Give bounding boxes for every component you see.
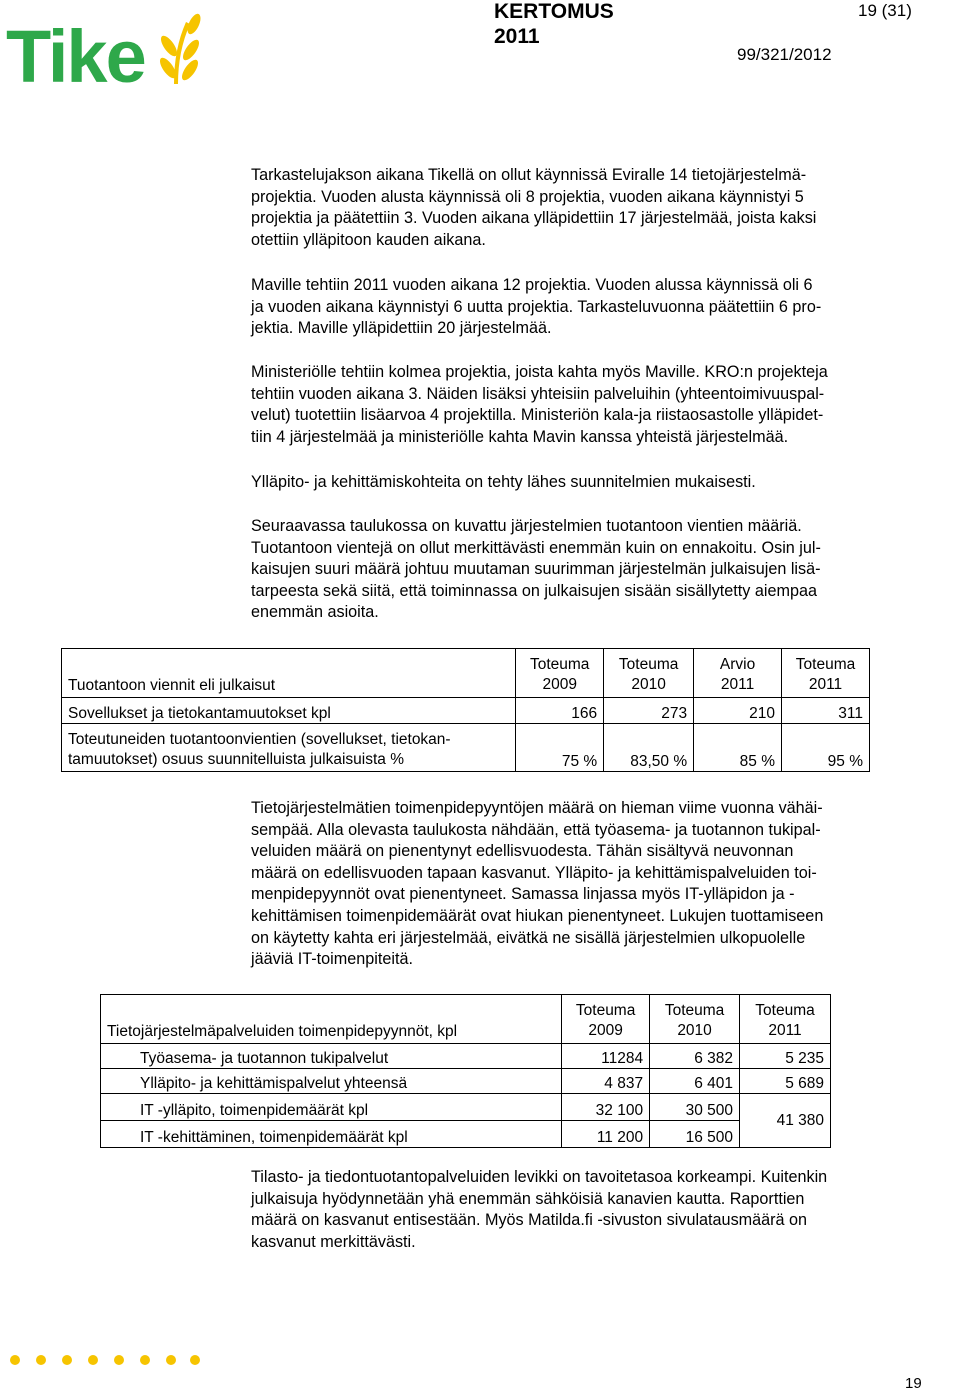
document-year: 2011: [494, 25, 540, 48]
decorative-dot: [140, 1355, 150, 1365]
document-type: KERTOMUS: [494, 0, 614, 23]
column-header: Toteuma 2010: [650, 995, 740, 1044]
text-line: menpidepyynnöt ovat pienentyneet. Samassa linjassa myös IT-ylläpidon ja -: [251, 885, 795, 904]
row-label: Työasema- ja tuotannon tukipalvelut: [101, 1044, 562, 1069]
text-line: tehtiin vuoden aikana 3. Näiden lisäksi yhteisiin palveluihin (yhteentoimivuuspal-: [251, 384, 825, 403]
decorative-dot: [88, 1355, 98, 1365]
table-row: [62, 698, 870, 724]
cell-value: 210: [694, 698, 782, 724]
text-line: Tarkastelujakson aikana Tikellä on ollut käynnissä Eviralle 14 tietojärjestelmä-: [251, 166, 807, 184]
cell-value: 11284: [562, 1044, 650, 1069]
text-line: Ylläpito- ja kehittämiskohteita on tehty lähes suunnitelmien mukaisesti.: [251, 473, 756, 491]
cell-value: 166: [516, 698, 604, 724]
text-line: Tietojärjestelmätien toimenpidepyyntöjen määrä on hieman viime vuonna vähäi-: [251, 799, 823, 817]
paragraph-maintenance: [251, 472, 923, 494]
cell-value: 311: [782, 698, 870, 724]
cell-value: 11 200: [562, 1121, 650, 1148]
table-row: [62, 724, 870, 772]
cell-value: 32 100: [562, 1094, 650, 1121]
document-number: 99/321/2012: [737, 45, 832, 64]
text-line: määrä on edellisvuoden tapaan kasvanut. Ylläpito- ja kehittämispalveluiden toi-: [251, 863, 817, 882]
column-header: Toteuma 2011: [740, 995, 831, 1044]
column-header: Arvio 2011: [694, 649, 782, 698]
text-line: Maville tehtiin 2011 vuoden aikana 12 projektia. Vuoden alussa käynnissä oli 6: [251, 276, 813, 294]
text-line: Tilasto- ja tiedontuotantopalveluiden levikki on tavoitetasoa korkeampi. Kuitenkin: [251, 1168, 828, 1186]
decorative-dot: [114, 1355, 124, 1365]
footer-dots: [10, 1355, 210, 1367]
table-row: [101, 1121, 831, 1148]
column-header: Toteuma 2011: [782, 649, 870, 698]
cell-value: 6 401: [650, 1069, 740, 1094]
text-line: enemmän asioita.: [251, 603, 379, 622]
text-line: velut) tuotettiin lisäarvoa 4 projektilla. Ministeriön kala-ja riistaosastolle ylläpidet-: [251, 406, 824, 425]
text-line: tiin 4 järjestelmää ja ministeriölle kahta Mavin kanssa yhteistä järjestelmää.: [251, 427, 789, 446]
tike-logo: [6, 10, 206, 86]
text-line: Ministeriölle tehtiin kolmea projektia, joista kahta myös Maville. KRO:n projekteja: [251, 363, 828, 381]
text-line: sempää. Alla olevasta taulukosta nähdään, että työasema- ja tuotannon tukipal-: [251, 820, 821, 839]
decorative-dot: [166, 1355, 176, 1365]
text-line: jektia. Maville ylläpidettiin 20 järjestelmää.: [251, 319, 552, 338]
text-line: julkaisuja hyödynnetään yhä enemmän sähköisiä kanavien kautta. Raporttien: [251, 1189, 805, 1208]
row-label: Sovellukset ja tietokantamuutokset kpl: [62, 698, 516, 724]
decorative-dot: [10, 1355, 20, 1365]
paragraph-statistics: [251, 1167, 923, 1253]
service-requests-table: [100, 994, 831, 1148]
text-line: Tuotantoon vientejä on ollut merkittävästi enemmän kuin on ennakoitu. Osin jul-: [251, 538, 821, 557]
logo-wordmark: Tike: [6, 15, 145, 86]
table-row: [101, 1044, 831, 1069]
table-header-row: [62, 649, 870, 698]
row-label: IT -kehittäminen, toimenpidemäärät kpl: [101, 1121, 562, 1148]
row-label: Ylläpito- ja kehittämispalvelut yhteensä: [101, 1069, 562, 1094]
text-line: veluiden määrä on pienentynyt edellisvuodesta. Tähän sisältyvä neuvonnan: [251, 842, 794, 861]
text-line: kaisujen suuri määrä johtuu muutaman suurimman järjestelmän julkaisujen lisä-: [251, 560, 821, 579]
paragraph-production-releases: [251, 516, 923, 624]
cell-value: 30 500: [650, 1094, 740, 1121]
table-title: Tietojärjestelmäpalveluiden toimenpidepyynnöt, kpl: [101, 995, 562, 1044]
cell-value: 4 837: [562, 1069, 650, 1094]
text-line: jääviä IT-toimenpiteitä.: [251, 950, 413, 969]
text-line: on käytetty kahta eri järjestelmää, eivätkä ne sisällä järjestelmien ulkopuolelle: [251, 928, 806, 947]
cell-value: 6 382: [650, 1044, 740, 1069]
cell-value: 85 %: [694, 724, 782, 772]
decorative-dot: [62, 1355, 72, 1365]
cell-value: 16 500: [650, 1121, 740, 1148]
text-line: kasvanut merkittävästi.: [251, 1232, 416, 1251]
text-line: määrä on kasvanut entisestään. Myös Matilda.fi -sivuston sivulatausmäärä on: [251, 1211, 808, 1230]
text-line: otettiin ylläpitoon kauden aikana.: [251, 230, 486, 249]
text-line: tarpeesta sekä siitä, että toiminnassa on julkaisujen sisään sisällytetty aiempaa: [251, 581, 817, 600]
table-title: Tuotantoon viennit eli julkaisut: [62, 649, 516, 698]
text-line: kehittämisen toimenpidemäärät ovat hiukan pienentyneet. Lukujen tuottamiseen: [251, 906, 824, 925]
text-line: ja vuoden aikana käynnistyi 6 uutta projektia. Tarkasteluvuonna päätettiin 6 pro-: [251, 297, 822, 316]
table-row: [101, 1094, 831, 1121]
table-row: [101, 1069, 831, 1094]
cell-value: 273: [604, 698, 694, 724]
text-line: projektia. Vuoden alusta käynnissä oli 8 projektia, vuoden aikana käynnistyi 5: [251, 187, 804, 206]
cell-value: 83,50 %: [604, 724, 694, 772]
row-label: Toteutuneiden tuotantoonvientien (sovellukset, tietokan- tamuutokset) osuus suunnitelluista julkaisuista %: [62, 724, 516, 772]
cell-value: 5 689: [740, 1069, 831, 1094]
column-header: Toteuma 2009: [562, 995, 650, 1044]
cell-value: 5 235: [740, 1044, 831, 1069]
decorative-dot: [36, 1355, 46, 1365]
cell-value: 95 %: [782, 724, 870, 772]
paragraph-service-requests: [251, 798, 923, 971]
text-line: Seuraavassa taulukossa on kuvattu järjestelmien tuotantoon vientien määriä.: [251, 517, 802, 535]
paragraph-ministry-projects: [251, 362, 923, 448]
column-header: Toteuma 2010: [604, 649, 694, 698]
releases-table: [61, 648, 870, 772]
table-header-row: [101, 995, 831, 1044]
footer-page-number: 19: [905, 1375, 922, 1392]
decorative-dot: [190, 1355, 200, 1365]
wheat-icon: [157, 12, 203, 84]
paragraph-mavi-projects: [251, 275, 923, 340]
page-indicator: 19 (31): [858, 1, 912, 20]
row-label: IT -ylläpito, toimenpidemäärät kpl: [101, 1094, 562, 1121]
column-header: Toteuma 2009: [516, 649, 604, 698]
text-line: projektia ja päätettiin 3. Vuoden aikana ylläpidettiin 17 järjestelmää, joista kaksi: [251, 209, 817, 228]
merged-cell-value: 41 380: [740, 1094, 831, 1148]
cell-value: 75 %: [516, 724, 604, 772]
paragraph-evira-projects: [251, 165, 923, 251]
